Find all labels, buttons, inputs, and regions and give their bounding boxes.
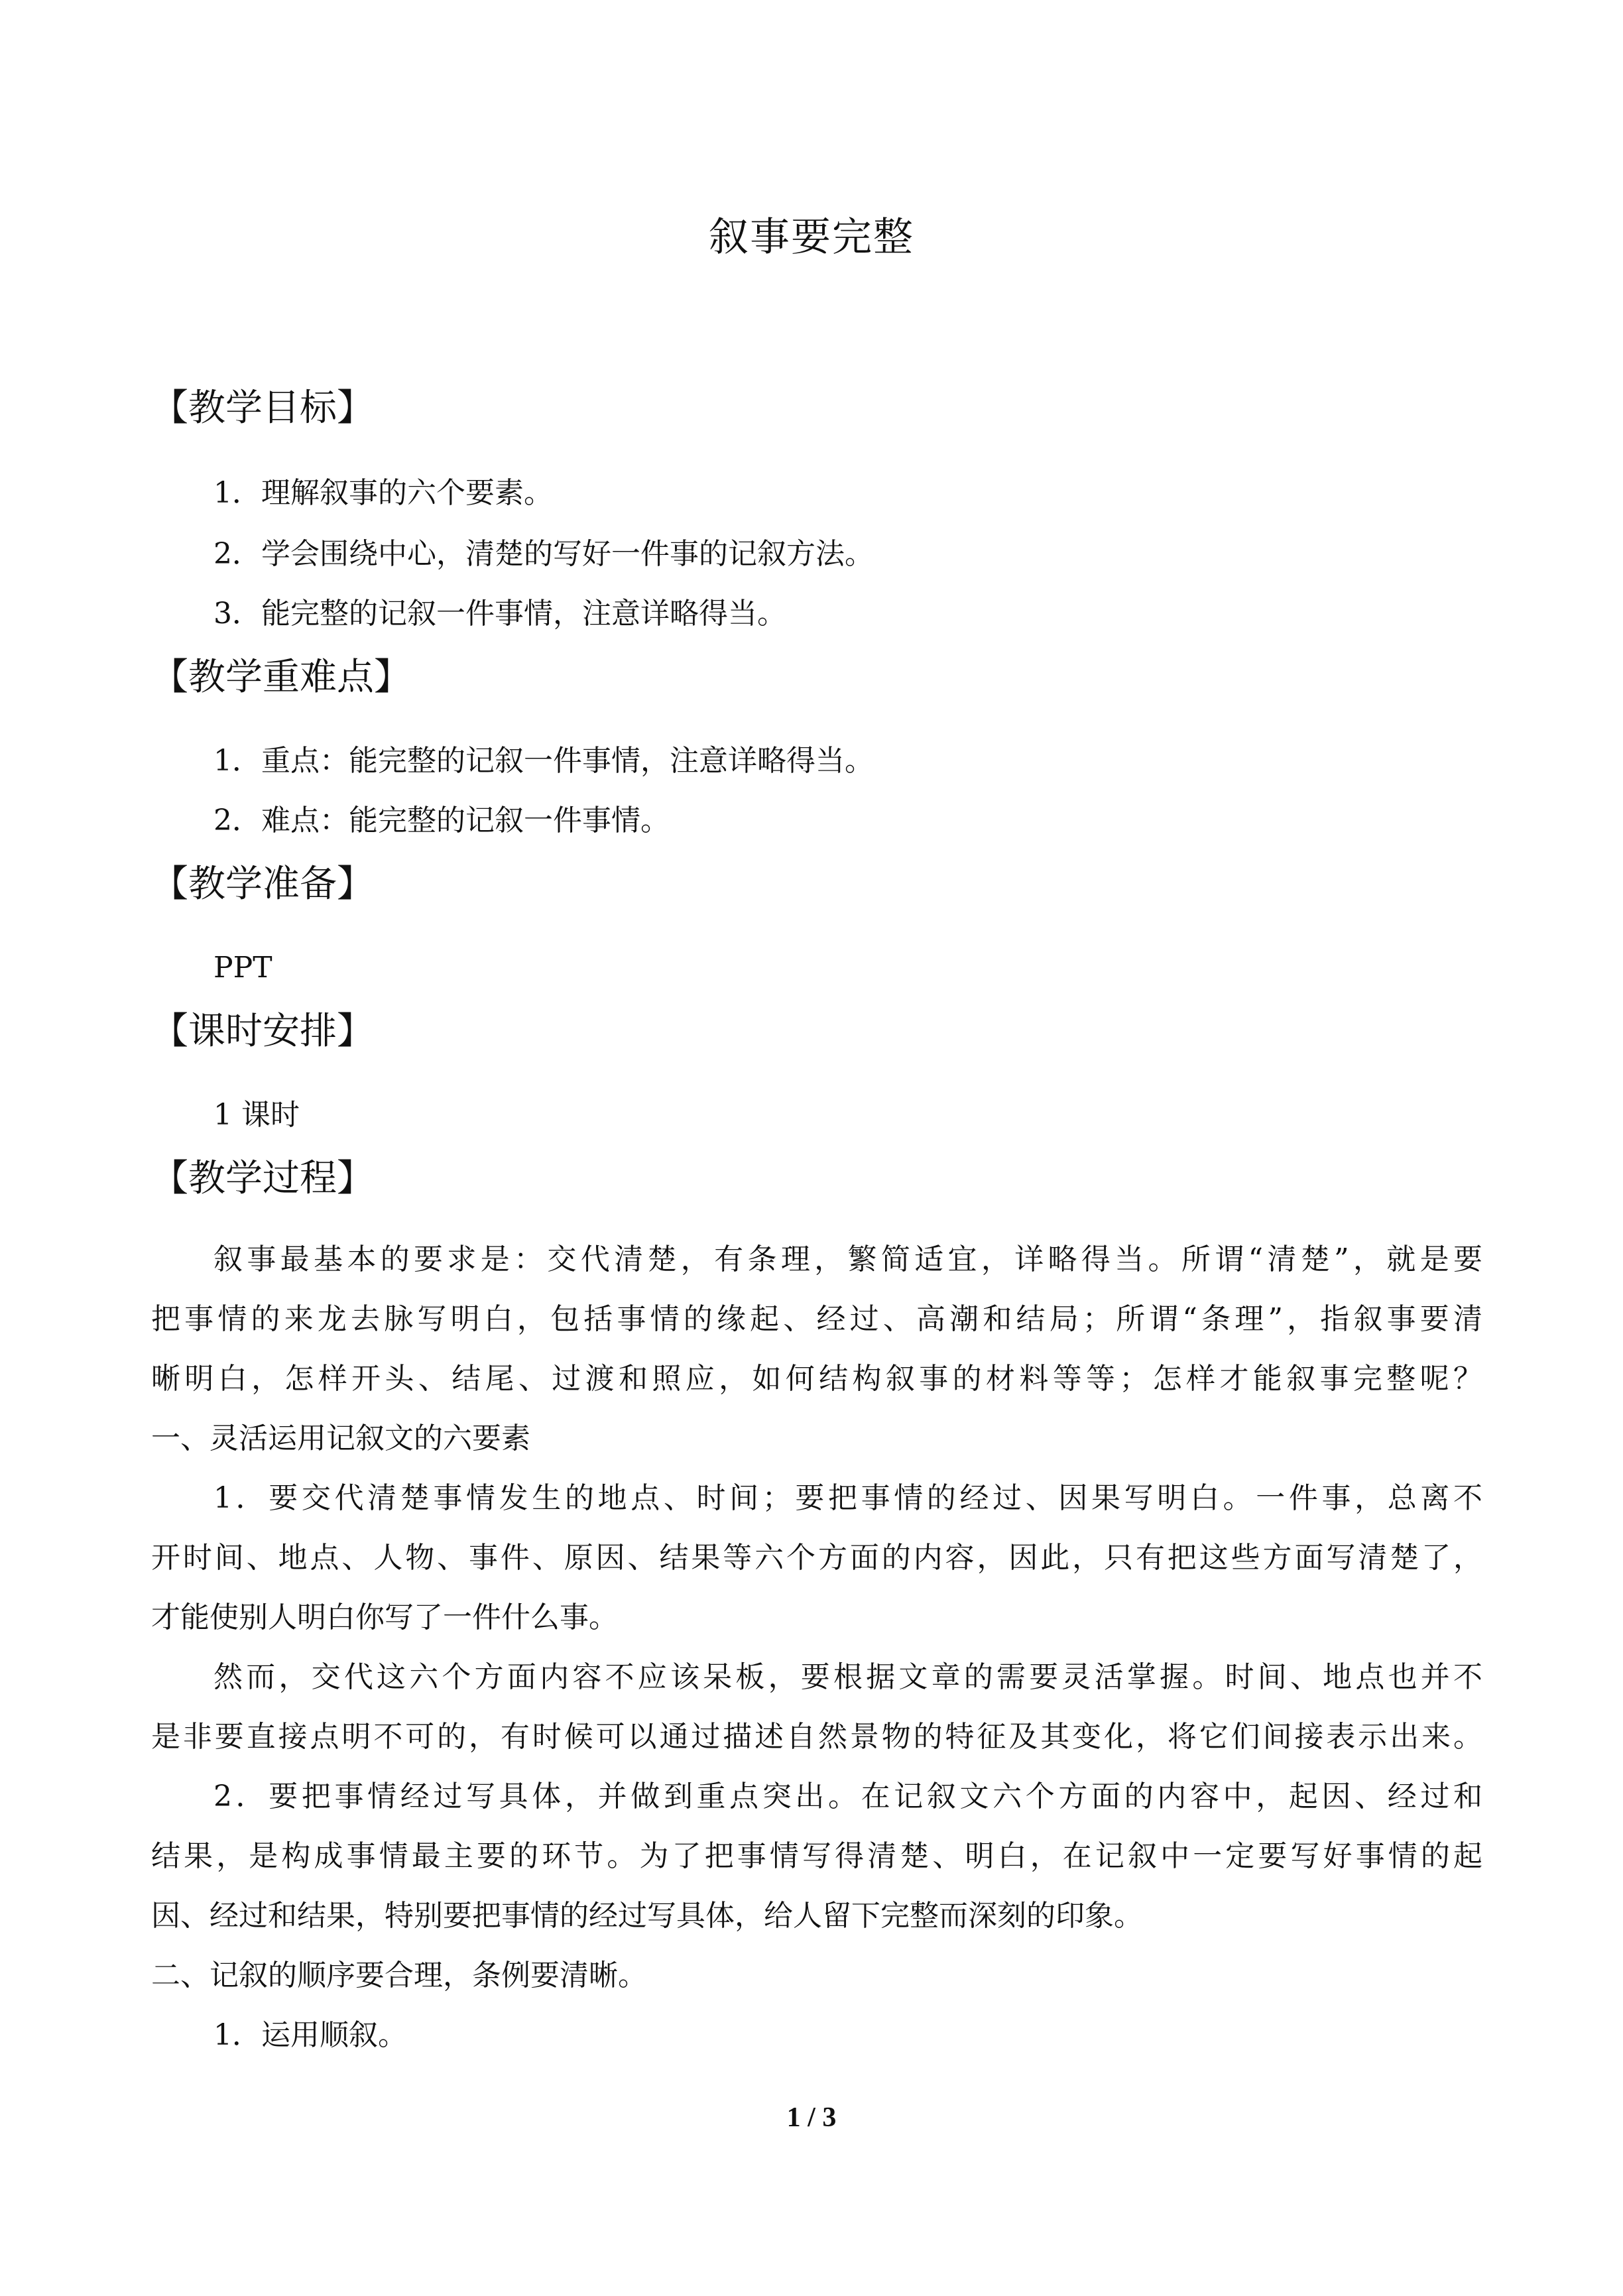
schedule-text: 1 课时 xyxy=(213,1098,300,1132)
paragraph-line: 结果，是构成事情最主要的环节。为了把事情写得清楚、明白，在记叙中一定要写好事情的起 xyxy=(151,1839,1482,1873)
paragraph-line: 1．要交代清楚事情发生的地点、时间；要把事情的经过、因果写明白。一件事，总离不 xyxy=(213,1481,1482,1515)
preparation-text: PPT xyxy=(213,951,272,985)
key-point-item: 1．重点：能完整的记叙一件事情，注意详略得当。 xyxy=(213,744,874,778)
paragraph-line: 因、经过和结果，特别要把事情的经过写具体，给人留下完整而深刻的印象。 xyxy=(151,1899,1143,1933)
document-title: 叙事要完整 xyxy=(709,214,914,261)
subsection-title: 二、记叙的顺序要合理，条例要清晰。 xyxy=(151,1959,647,1992)
objective-item: 1．理解叙事的六个要素。 xyxy=(213,476,553,510)
section-heading-objectives: 【教学目标】 xyxy=(151,387,374,430)
objective-item: 3．能完整的记叙一件事情，注意详略得当。 xyxy=(213,597,786,631)
objective-item: 2．学会围绕中心，清楚的写好一件事的记叙方法。 xyxy=(213,537,874,571)
paragraph-line: 才能使别人明白你写了一件什么事。 xyxy=(151,1601,618,1634)
paragraph-line: 叙事最基本的要求是：交代清楚，有条理，繁简适宜，详略得当。所谓“清楚”，就是要 xyxy=(213,1242,1482,1276)
subsection-title: 一、灵活运用记叙文的六要素 xyxy=(151,1421,530,1455)
section-heading-schedule: 【课时安排】 xyxy=(151,1010,374,1053)
paragraph-line: 把事情的来龙去脉写明白，包括事情的缘起、经过、高潮和结局；所谓“条理”，指叙事要清 xyxy=(151,1302,1482,1336)
section-heading-preparation: 【教学准备】 xyxy=(151,863,374,906)
page-number: 1 / 3 xyxy=(786,2102,837,2133)
paragraph-line: 晰明白，怎样开头、结尾、过渡和照应，如何结构叙事的材料等等；怎样才能叙事完整呢？ xyxy=(151,1362,1482,1396)
paragraph-line: 2．要把事情经过写具体，并做到重点突出。在记叙文六个方面的内容中，起因、经过和 xyxy=(213,1780,1482,1813)
paragraph-line: 开时间、地点、人物、事件、原因、结果等六个方面的内容，因此，只有把这些方面写清楚了， xyxy=(151,1541,1482,1575)
section-heading-key-points: 【教学重难点】 xyxy=(151,656,411,699)
section-heading-process: 【教学过程】 xyxy=(151,1157,374,1200)
paragraph-line: 是非要直接点明不可的，有时候可以通过描述自然景物的特征及其变化，将它们间接表示出来。 xyxy=(151,1720,1482,1754)
paragraph-line: 1．运用顺叙。 xyxy=(213,2018,407,2052)
key-point-item: 2．难点：能完整的记叙一件事情。 xyxy=(213,804,670,837)
paragraph-line: 然而，交代这六个方面内容不应该呆板，要根据文章的需要灵活掌握。时间、地点也并不 xyxy=(213,1660,1482,1694)
